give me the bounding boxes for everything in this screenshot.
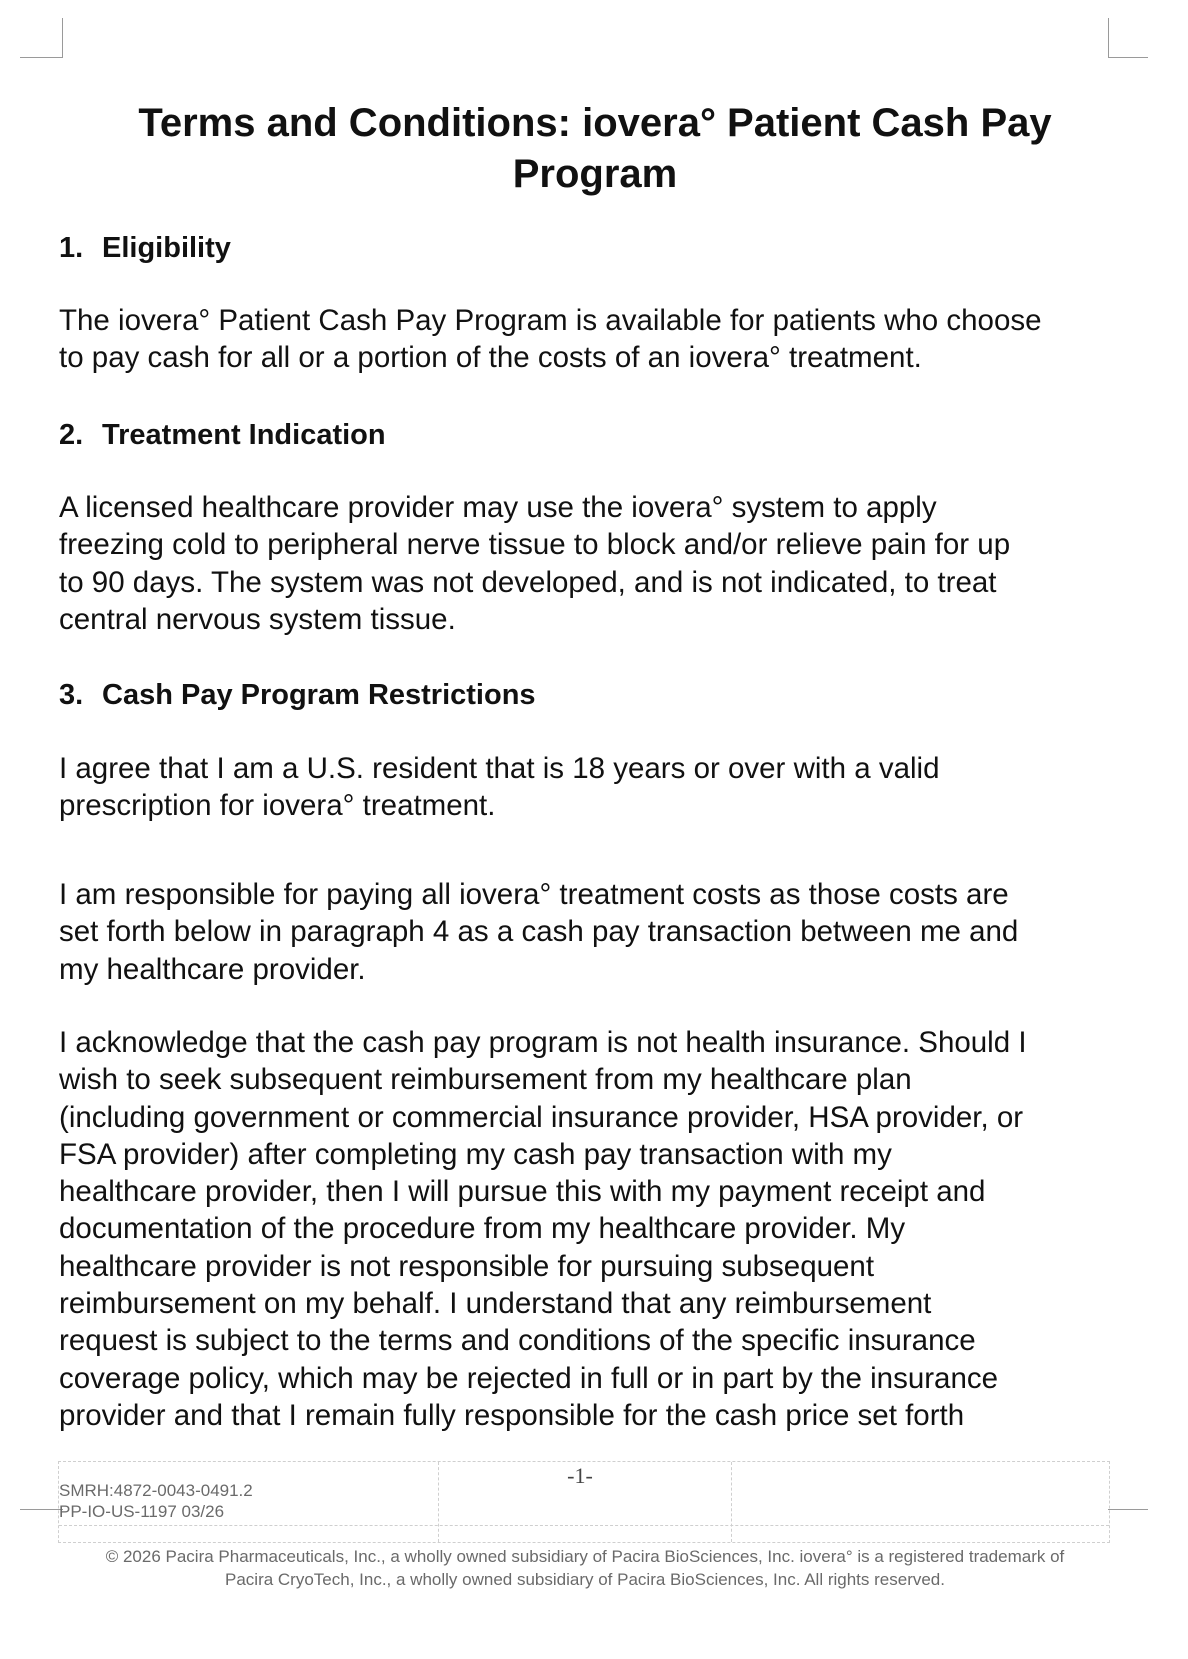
- crop-mark-bottom-right: [1108, 1509, 1148, 1510]
- crop-mark-top-right: [1108, 18, 1109, 58]
- copyright-line: Pacira CryoTech, Inc., a wholly owned subsidiary of Pacira BioSciences, Inc. All rights reserved.: [225, 1570, 945, 1589]
- section-number: 2.: [59, 419, 84, 451]
- crop-mark-top-right: [1108, 57, 1148, 58]
- document-codes: SMRH:4872-0043-0491.2 PP-IO-US-1197 03/26: [59, 1481, 253, 1521]
- section-title: Eligibility: [102, 232, 231, 264]
- footer-column-divider: [731, 1462, 732, 1542]
- crop-mark-top-left: [62, 18, 63, 58]
- footer-row-divider: [59, 1525, 1109, 1526]
- crop-mark-top-left: [20, 57, 63, 58]
- treatment-indication-paragraph: A licensed healthcare provider may use the iovera° system to apply freezing cold to peripheral nerve tissue to block and/or relieve pain for up to 90 days. The system was not developed, and is not indicated, to treat central nervous system tissue.: [59, 491, 1011, 636]
- section-heading-eligibility: [59, 231, 231, 265]
- restrictions-paragraph-costs: I am responsible for paying all iovera° treatment costs as those costs are set forth below in paragraph 4 as a cash pay transaction between me and my healthcare provider.: [59, 878, 1019, 986]
- eligibility-paragraph: The iovera° Patient Cash Pay Program is available for patients who choose to pay cash for all or a portion of the costs of an iovera° treatment.: [59, 304, 1042, 375]
- footer-column-divider: [438, 1462, 439, 1542]
- section-title: Treatment Indication: [102, 419, 386, 451]
- document-title: Terms and Conditions: iovera° Patient Cash Pay Program: [138, 101, 1052, 196]
- section-number: 3.: [59, 679, 84, 711]
- copyright-notice: [59, 1545, 1111, 1591]
- section-number: 1.: [59, 232, 84, 264]
- section-heading-restrictions: [59, 678, 536, 712]
- page-number: -1-: [567, 1463, 593, 1488]
- crop-mark-bottom-left: [20, 1509, 63, 1510]
- restrictions-paragraph-residency: I agree that I am a U.S. resident that is 18 years or over with a valid prescription for iovera° treatment.: [59, 752, 940, 823]
- section-title: Cash Pay Program Restrictions: [102, 679, 536, 711]
- copyright-line: © 2026 Pacira Pharmaceuticals, Inc., a wholly owned subsidiary of Pacira BioSciences, Inc. iovera° is a registered trademark of: [105, 1547, 1065, 1566]
- section-heading-treatment-indication: [59, 418, 386, 452]
- restrictions-paragraph-reimbursement: I acknowledge that the cash pay program is not health insurance. Should I wish to seek subsequent reimbursement from my healthcare plan (including government or commercial insurance provider, HSA provider, or FSA provider) after completing my cash pay transaction with my healthcare provider, then I will pursue this with my payment receipt and documentation of the procedure from my healthcare provider. My healthcare provider is not responsible for pursuing subsequent reimbursement on my behalf. I understand that any reimbursement request is subject to the terms and conditions of the specific insurance coverage policy, which may be rejected in full or in part by the insurance provider and that I remain fully responsible for the cash price set forth: [59, 1026, 1027, 1432]
